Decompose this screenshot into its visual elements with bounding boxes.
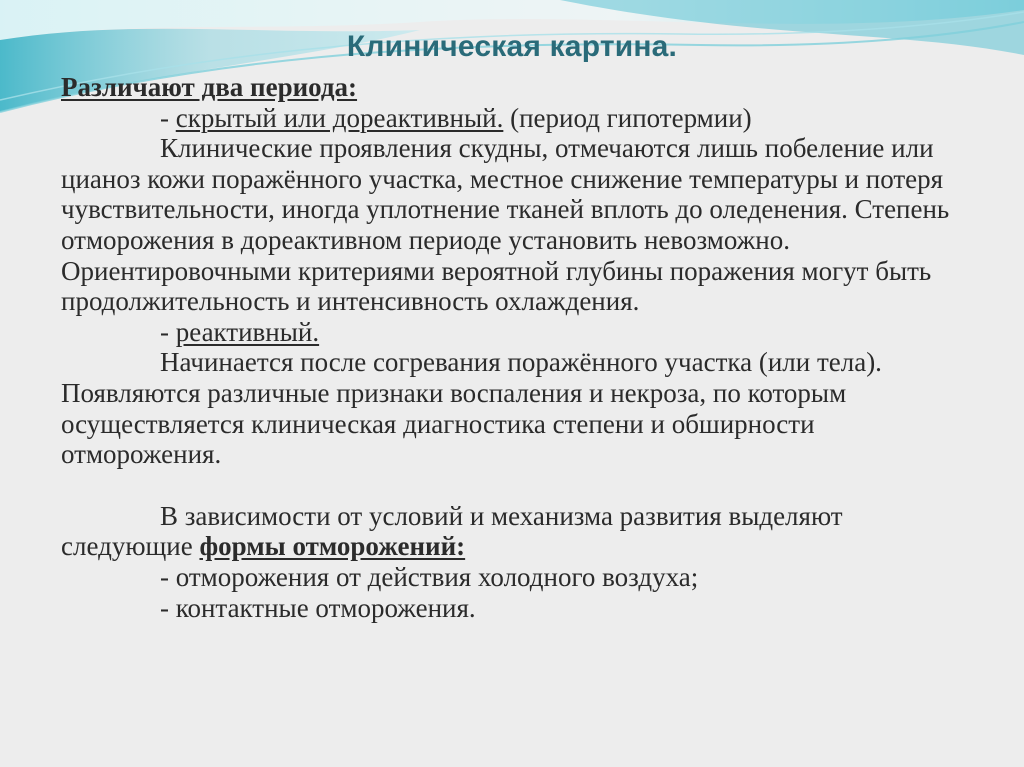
period1-note: (период гипотермии) <box>503 102 752 133</box>
forms-intro-text: В зависимости от условий и механизма развития выделяют следующие <box>61 500 843 562</box>
period2-label: реактивный. <box>175 316 320 347</box>
period2-heading <box>61 317 961 348</box>
list-item: - контактные отморожения. <box>160 592 476 623</box>
period2-dash: - <box>160 316 176 347</box>
forms-intro <box>61 501 961 562</box>
period1-label: скрытый или дореактивный. <box>175 102 504 133</box>
list-item: - отморожения от действия холодного воздуха; <box>160 561 699 592</box>
forms-label: формы отморожений: <box>199 531 466 562</box>
intro-heading: Различают два периода: <box>61 72 358 102</box>
period1-dash: - <box>160 102 176 133</box>
slide-content <box>61 72 961 623</box>
period1-heading <box>61 103 961 134</box>
period2-description: Начинается после согревания поражённого участка (или тела). Появляются различные признаки воспаления и некроза, по которым осуществляется клиническая диагностика степени и обширности отморожения. <box>61 347 882 470</box>
intro-line <box>61 72 961 103</box>
paragraph-gap <box>61 470 961 501</box>
slide-title: Клиническая картина. <box>346 30 678 63</box>
period1-description: Клинические проявления скудны, отмечаются лишь побеление или цианоз кожи поражённого участка, местное снижение температуры и потеря чувствительности, иногда уплотнение тканей вплоть до оледенения. Степень отморожения в дореактивном периоде установить невозможно. Ориентировочными критериями вероятной глубины поражения могут быть продолжительность и интенсивность охлаждения. <box>61 133 950 317</box>
